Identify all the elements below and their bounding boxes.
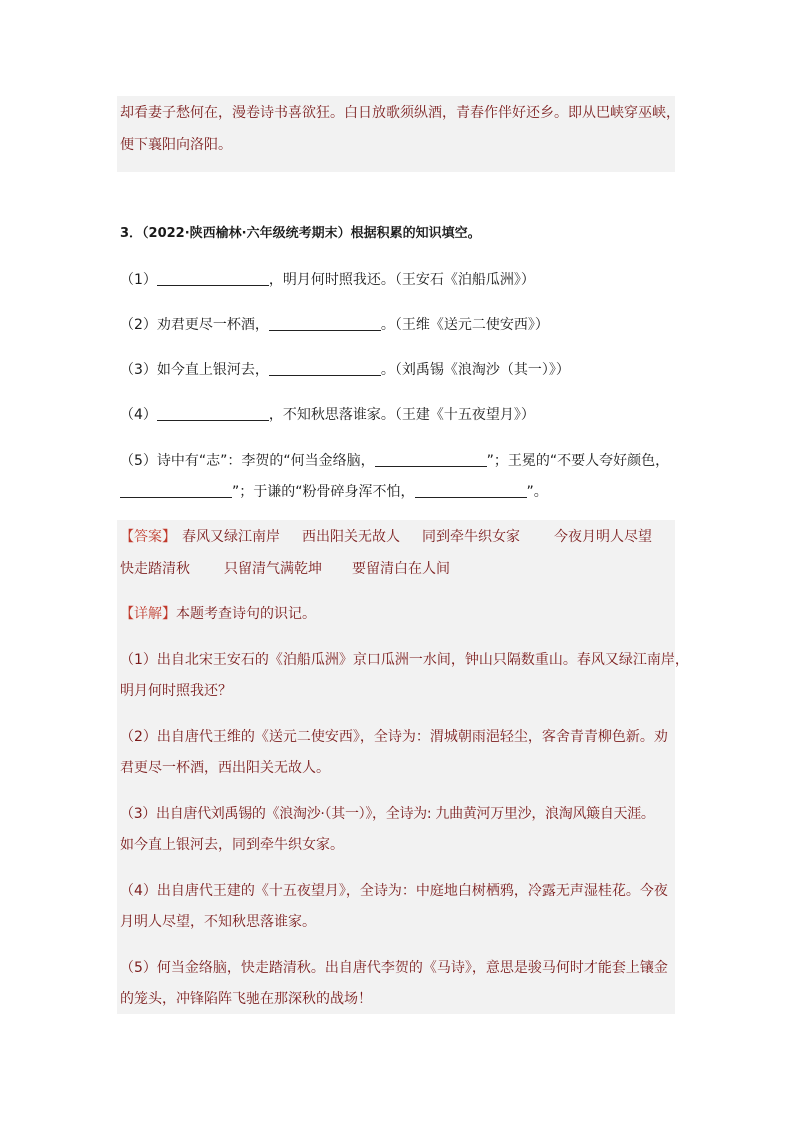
detail-intro-text: 本题考查诗句的识记。 (176, 606, 316, 622)
item-3-prefix: （3）如今直上银河去， (120, 362, 269, 378)
item-2-prefix: （2）劝君更尽一杯酒， (120, 317, 269, 333)
question-item-5-line-2 (120, 482, 548, 502)
answer-5: 快走踏清秋 (120, 561, 190, 577)
detail-tag: 【详解】 (120, 606, 176, 622)
answer-7: 要留清白在人间 (352, 561, 450, 577)
answer-6: 只留清气满乾坤 (224, 561, 322, 577)
blank-6[interactable] (120, 483, 232, 498)
detail-intro (120, 604, 316, 624)
item-3-text: 。（刘禹锡《浪淘沙（其一）》） (380, 362, 570, 378)
top-line-1: 却看妻子愁何在，漫卷诗书喜欲狂。白日放歌须纵酒，青春作伴好还乡。即从巴峡穿巫峡， (120, 105, 680, 121)
answer-tag: 【答案】 (120, 529, 176, 545)
answer-4: 今夜月明人尽望 (554, 529, 652, 545)
detail-2-line-2: 君更尽一杯酒，西出阳关无故人。 (120, 760, 330, 776)
blank-1[interactable] (157, 271, 269, 286)
detail-5-line-2: 的笼头，冲锋陷阵飞驰在那深秋的战场！ (120, 991, 372, 1007)
question-item-1 (120, 270, 535, 290)
question-number: 3． (120, 226, 143, 241)
answer-1: 春风又绿江南岸 (182, 529, 280, 545)
item-5-part-a: （5）诗中有“志”：李贺的“何当金络脑， (120, 453, 375, 469)
blank-2[interactable] (269, 316, 381, 331)
blank-4[interactable] (157, 406, 269, 421)
detail-3-line-2: 如今直上银河去，同到牵牛织女家。 (120, 837, 344, 853)
blank-5[interactable] (375, 452, 487, 467)
question-source: （2022·陕西榆林·六年级统考期末） (142, 226, 351, 241)
question-item-4 (120, 405, 535, 425)
item-4-prefix: （4） (120, 407, 157, 423)
item-1-prefix: （1） (120, 272, 157, 288)
question-heading (120, 224, 481, 244)
detail-1-line-2: 明月何时照我还？ (120, 683, 232, 699)
item-5-part-d: ”。 (526, 484, 548, 500)
blank-3[interactable] (269, 361, 381, 376)
item-5-part-c: ”；于谦的“粉骨碎身浑不怕， (232, 484, 415, 500)
question-item-5-line-1 (120, 451, 669, 471)
detail-1-line-1: （1）出自北宋王安石的《泊船瓜洲》京口瓜洲一水间，钟山只隔数重山。春风又绿江南岸， (120, 652, 689, 668)
detail-4-line-1: （4）出自唐代王建的《十五夜望月》，全诗为：中庭地白树栖鸦，冷露无声湿桂花。今夜 (120, 883, 668, 899)
detail-4-line-2: 月明人尽望，不知秋思落谁家。 (120, 914, 316, 930)
detail-3-line-1: （3）出自唐代刘禹锡的《浪淘沙·（其一）》，全诗为: 九曲黄河万里沙，浪淘风簸自天涯。 (120, 806, 655, 822)
answer-3: 同到牵牛织女家 (422, 529, 520, 545)
item-4-text: ，不知秋思落谁家。（王建《十五夜望月》） (268, 407, 535, 423)
answer-2: 西出阳关无故人 (302, 529, 400, 545)
detail-2-line-1: （2）出自唐代王维的《送元二使安西》，全诗为：渭城朝雨浥轻尘，客舍青青柳色新。劝 (120, 729, 668, 745)
top-line-2: 便下襄阳向洛阳。 (120, 137, 232, 153)
item-1-text: ，明月何时照我还。（王安石《泊船瓜洲》） (268, 272, 535, 288)
question-item-2 (120, 315, 549, 335)
question-item-3 (120, 360, 570, 380)
blank-7[interactable] (415, 483, 527, 498)
answer-line-2 (120, 559, 450, 579)
detail-5-line-1: （5）何当金络脑，快走踏清秋。出自唐代李贺的《马诗》，意思是骏马何时才能套上镶金 (120, 960, 668, 976)
answer-line-1 (120, 527, 652, 547)
item-5-part-b: ”；王冕的“不要人夸好颜色， (486, 453, 670, 469)
question-prompt: 根据积累的知识填空。 (350, 226, 481, 241)
item-2-text: 。（王维《送元二使安西》） (380, 317, 549, 333)
